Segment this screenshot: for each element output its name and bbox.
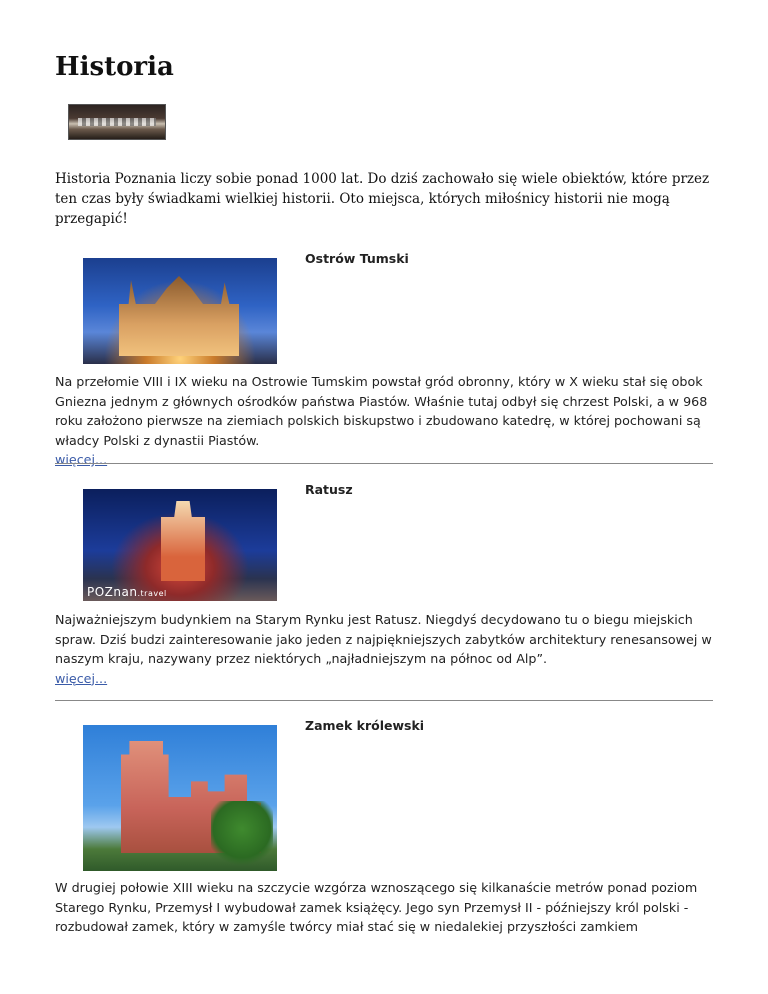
header-photo xyxy=(68,104,166,140)
section-heading-ratusz: Ratusz xyxy=(305,482,353,497)
section-body: Na przełomie VIII i IX wieku na Ostrowie Tumskim powstał gród obronny, który w X wieku stał się obok Gniezna jednym z głównych ośrodków państwa Piastów. Właśnie tutaj odbył się chrzest Polski, a w 968 roku założono pierwsze na ziemiach polskich biskupstwo i zbudowano katedrę, w której pochowani są władcy Polski z dynastii Piastów. xyxy=(55,374,708,448)
more-link-ostrow-tumski[interactable]: więcej... xyxy=(55,452,108,467)
section-divider xyxy=(55,700,713,701)
photo-watermark: POZnan.travel xyxy=(87,585,167,599)
ratusz-photo xyxy=(83,489,277,601)
section-text-zamek-krolewski xyxy=(55,878,720,937)
section-heading-zamek-krolewski: Zamek królewski xyxy=(305,718,425,733)
section-divider xyxy=(55,463,713,464)
intro-paragraph: Historia Poznania liczy sobie ponad 1000 lat. Do dziś zachowało się wiele obiektów, które przez ten czas były świadkami wielkiej historii. Oto miejsca, których miłośnicy historii nie mogą przegapić! xyxy=(55,171,710,227)
section-text-ratusz xyxy=(55,610,720,688)
zamek-krolewski-photo xyxy=(83,725,277,871)
more-link-ratusz[interactable]: więcej... xyxy=(55,670,108,686)
section-body: Najważniejszym budynkiem na Starym Rynku jest Ratusz. Niegdyś decydowano tu o biegu miejskich spraw. Dziś budzi zainteresowanie jako jeden z najpiękniejszych zabytków architektury renesansowej w naszym kraju, nazywany przez niektórych „najładniejszym na północ od Alp”. xyxy=(55,612,712,666)
section-text-ostrow-tumski xyxy=(55,372,720,470)
ostrow-tumski-photo xyxy=(83,258,277,364)
section-body: W drugiej połowie XIII wieku na szczycie wzgórza wznoszącego się kilkanaście metrów ponad poziom Starego Rynku, Przemysł I wybudował zamek książęcy. Jego syn Przemysł II - późniejszy król polski - rozbudował zamek, który w zamyśle twórcy miał stać się w niedalekiej przyszłości zamkiem xyxy=(55,880,698,934)
section-heading-ostrow-tumski: Ostrów Tumski xyxy=(305,251,409,266)
page-title: Historia xyxy=(55,52,174,82)
